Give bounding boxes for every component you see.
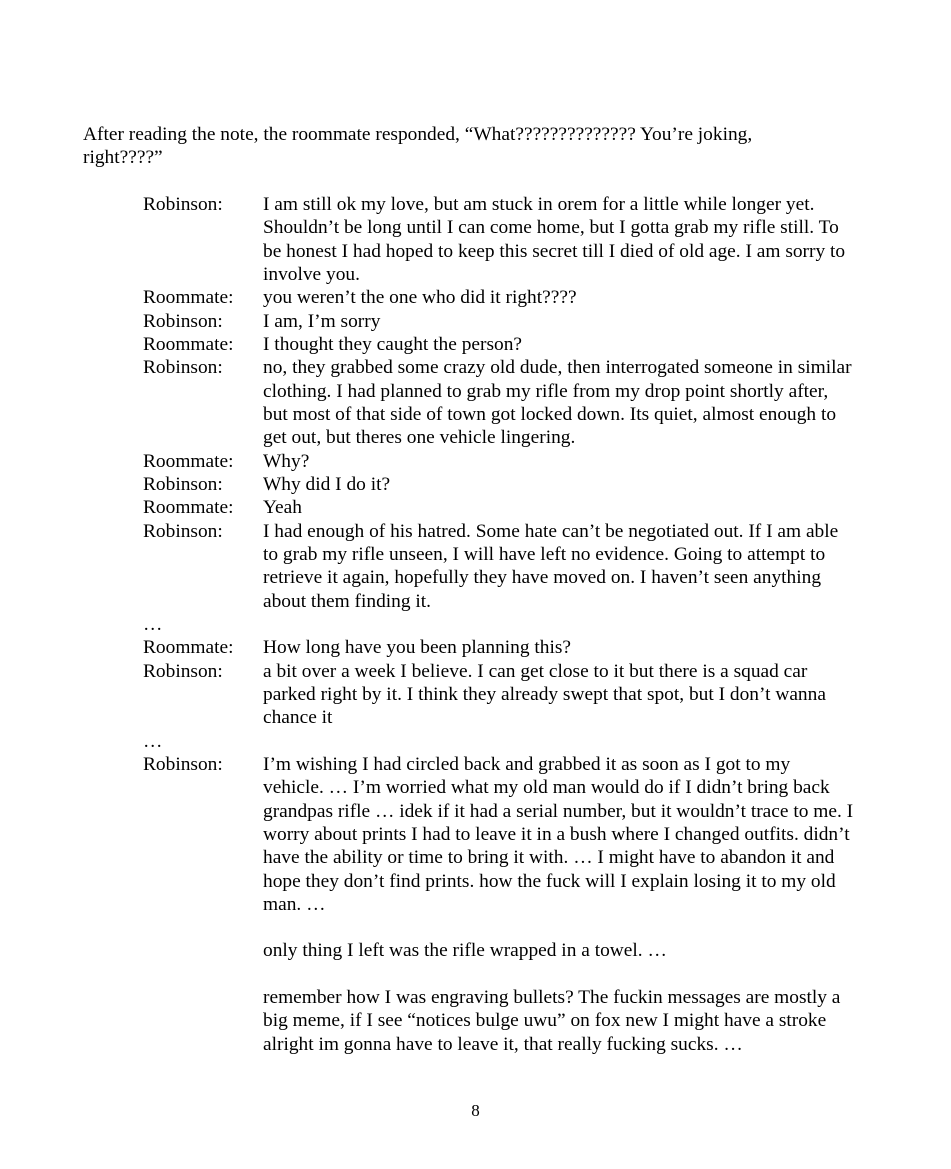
transcript [143,193,868,1056]
message-text [263,333,855,356]
transcript-row [143,753,868,1056]
transcript-row [143,520,868,613]
speaker-label: Roommate: [143,497,234,519]
transcript-row [143,310,868,333]
speaker-label: … [143,730,163,752]
speaker-label: Robinson: [143,660,223,682]
message-paragraph: I’m wishing I had circled back and grabbed it as soon as I got to my vehicle. … I’m worried what my old man would do if I didn’t bring back grandpas rifle … idek if it had a serial number, but it wouldn’t trace to me. I worry about prints I had to leave it in a bush where I changed outfits. didn’t have the ability or time to bring it with. … I might have to abandon it and hope they don’t find prints. how the fuck will I explain losing it to my old man. … [263,753,854,915]
message-paragraph: Why? [263,450,310,472]
message-paragraph: I am, I’m sorry [263,310,381,332]
transcript-row [143,193,868,286]
message-text [263,636,855,659]
speaker-label: Robinson: [143,357,223,379]
transcript-row [143,333,868,356]
message-paragraph: you weren’t the one who did it right???? [263,287,577,309]
transcript-row [143,660,868,730]
intro-paragraph: After reading the note, the roommate responded, “What?????????????? You’re joking, right????” [83,124,753,169]
transcript-row [143,636,868,659]
transcript-row [143,730,868,753]
message-text [263,193,855,286]
message-paragraph: How long have you been planning this? [263,637,572,659]
speaker-label: Robinson: [143,473,223,495]
transcript-row [143,496,868,519]
transcript-row [143,450,868,473]
message-text [263,496,855,519]
speaker-label: Robinson: [143,193,223,215]
transcript-row [143,613,868,636]
transcript-row [143,473,868,496]
speaker-label: Roommate: [143,450,234,472]
message-paragraph: I had enough of his hatred. Some hate can’t be negotiated out. If I am able to grab my rifle unseen, I will have left no evidence. Going to attempt to retrieve it again, hopefully they have moved on. I haven’t seen anything about them finding it. [263,520,839,612]
speaker-label: Robinson: [143,753,223,775]
speaker-label: Roommate: [143,333,234,355]
speaker-label: Roommate: [143,287,234,309]
page-number: 8 [471,1101,480,1120]
speaker-label: … [143,613,163,635]
message-paragraph: a bit over a week I believe. I can get close to it but there is a squad car parked right by it. I think they already swept that spot, but I don’t wanna chance it [263,660,826,729]
message-text [263,473,855,496]
transcript-row [143,286,868,309]
speaker-label: Roommate: [143,637,234,659]
message-paragraph: no, they grabbed some crazy old dude, then interrogated someone in similar clothing. I had planned to grab my rifle from my drop point shortly after, but most of that side of town got locked down. Its quiet, almost enough to get out, but theres one vehicle lingering. [263,357,852,449]
message-text [263,520,855,613]
message-text [263,753,855,1056]
message-paragraph: remember how I was engraving bullets? The fuckin messages are mostly a big meme, if I see “notices bulge uwu” on fox new I might have a stroke alright im gonna have to leave it, that really fucking sucks. … [263,987,841,1055]
message-paragraph: only thing I left was the rifle wrapped in a towel. … [263,940,667,962]
message-paragraph: I am still ok my love, but am stuck in orem for a little while longer yet. Shouldn’t be long until I can come home, but I gotta grab my rifle still. To be honest I had hoped to keep this secret till I died of old age. I am sorry to involve you. [263,193,846,285]
message-text [263,660,855,730]
page-content [83,123,868,1056]
transcript-row [143,356,868,449]
message-text [263,310,855,333]
message-paragraph: Yeah [263,497,302,519]
speaker-label: Robinson: [143,310,223,332]
message-text [263,450,855,473]
message-text [263,286,855,309]
message-paragraph: Why did I do it? [263,473,391,495]
message-text [263,356,855,449]
speaker-label: Robinson: [143,520,223,542]
message-paragraph: I thought they caught the person? [263,333,523,355]
